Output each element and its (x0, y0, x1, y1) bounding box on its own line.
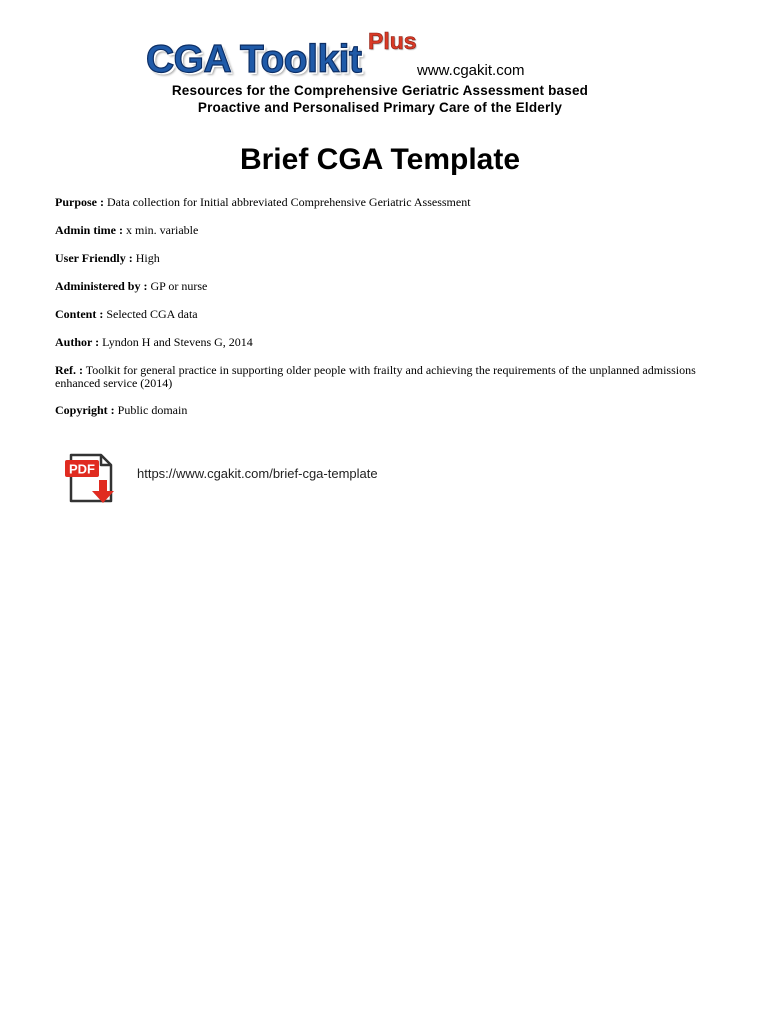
field-label: Ref. : (55, 363, 83, 377)
field-label: Author : (55, 335, 100, 349)
pdf-download-link[interactable] (65, 452, 465, 508)
field-value: Selected CGA data (106, 307, 198, 321)
pdf-icon-label: PDF (69, 461, 95, 477)
field-content (55, 308, 715, 321)
field-ref (55, 364, 715, 390)
field-list (55, 196, 715, 432)
field-value: Lyndon H and Stevens G, 2014 (102, 335, 253, 349)
field-label: Content : (55, 307, 104, 321)
pdf-download-icon[interactable] (65, 452, 121, 506)
field-administered-by (55, 280, 715, 293)
field-label: Purpose : (55, 195, 104, 209)
field-value: High (135, 251, 160, 265)
field-user-friendly (55, 252, 715, 265)
field-label: Admin time : (55, 223, 123, 237)
logo[interactable] (146, 28, 566, 88)
field-value: Data collection for Initial abbreviated Comprehensive Geriatric Assessment (107, 195, 471, 209)
subtitle-line-2: Proactive and Personalised Primary Care of the Elderly (197, 100, 563, 115)
field-label: User Friendly : (55, 251, 133, 265)
field-value: Toolkit for general practice in supporting older people with frailty and achieving the requirements of the unplanned admissions enhanced service (2014) (55, 363, 696, 390)
field-label: Administered by : (55, 279, 148, 293)
subtitle-line-1: Resources for the Comprehensive Geriatric Assessment based (171, 83, 589, 98)
download-url[interactable]: https://www.cgakit.com/brief-cga-template (137, 466, 378, 481)
field-admin-time (55, 224, 715, 237)
logo-wordmark: CGA Toolkit (146, 38, 362, 81)
field-author (55, 336, 715, 349)
logo-plus: Plus (368, 28, 417, 54)
site-url[interactable]: www.cgakit.com (417, 62, 525, 79)
field-value: x min. variable (126, 223, 199, 237)
field-label: Copyright : (55, 403, 115, 417)
page-title: Brief CGA Template (239, 143, 521, 176)
field-copyright (55, 404, 715, 417)
field-value: Public domain (117, 403, 188, 417)
subtitle (0, 82, 760, 116)
field-value: GP or nurse (150, 279, 208, 293)
field-purpose (55, 196, 715, 209)
